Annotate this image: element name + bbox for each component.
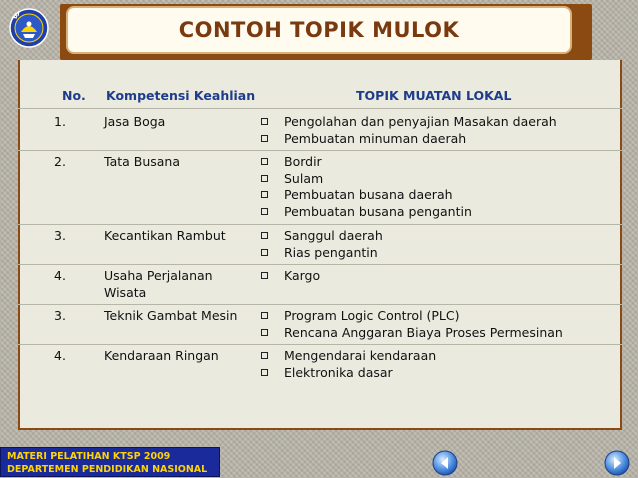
header-no: No.	[62, 88, 86, 103]
list-item: Sulam	[260, 171, 620, 188]
topic-list	[260, 114, 620, 147]
square-bullet-icon	[261, 158, 268, 165]
row-no: 4.	[54, 268, 66, 283]
topic-list	[260, 154, 620, 220]
next-slide-button[interactable]	[604, 450, 630, 476]
row-no: 3.	[54, 228, 66, 243]
square-bullet-icon	[261, 272, 268, 279]
square-bullet-icon	[261, 118, 268, 125]
list-item: Program Logic Control (PLC)	[260, 308, 620, 325]
row-kompetensi: Tata Busana	[104, 154, 181, 169]
kemdiknas-logo-icon	[9, 7, 49, 49]
footer-line-2: DEPARTEMEN PENDIDIKAN NASIONAL	[7, 464, 208, 475]
list-item: Pembuatan busana daerah	[260, 187, 620, 204]
row-kompetensi: Jasa Boga	[104, 114, 166, 129]
row-no: 3.	[54, 308, 66, 323]
list-item: Sanggul daerah	[260, 228, 620, 245]
square-bullet-icon	[261, 312, 268, 319]
row-kompetensi: Kecantikan Rambut	[104, 228, 226, 243]
header-topik: TOPIK MUATAN LOKAL	[356, 88, 512, 103]
list-item: Rencana Anggaran Biaya Proses Permesinan	[260, 325, 620, 342]
list-item: Kargo	[260, 268, 620, 285]
row-no: 4.	[54, 348, 66, 363]
divider	[18, 264, 622, 265]
list-item: Mengendarai kendaraan	[260, 348, 620, 365]
list-item: Bordir	[260, 154, 620, 171]
header-kompetensi: Kompetensi Keahlian	[106, 88, 256, 103]
square-bullet-icon	[261, 329, 268, 336]
square-bullet-icon	[261, 232, 268, 239]
list-item: Elektronika dasar	[260, 365, 620, 382]
arrow-right-icon	[604, 450, 630, 476]
divider	[18, 304, 622, 305]
square-bullet-icon	[261, 135, 268, 142]
list-item: Pembuatan minuman daerah	[260, 131, 620, 148]
divider	[18, 108, 622, 109]
slide-title: CONTOH TOPIK MULOK	[178, 18, 460, 42]
row-no: 1.	[54, 114, 66, 129]
list-item: Rias pengantin	[260, 245, 620, 262]
footer-line-1: MATERI PELATIHAN KTSP 2009	[7, 451, 171, 462]
square-bullet-icon	[261, 369, 268, 376]
row-kompetensi: Teknik Gambat Mesin	[104, 308, 238, 323]
square-bullet-icon	[261, 175, 268, 182]
table-header	[18, 88, 622, 106]
square-bullet-icon	[261, 208, 268, 215]
title-box	[66, 6, 572, 54]
topic-list	[260, 308, 620, 341]
row-kompetensi: Usaha Perjalanan Wisata	[104, 268, 213, 300]
row-kompetensi: Kendaraan Ringan	[104, 348, 219, 363]
divider	[18, 224, 622, 225]
square-bullet-icon	[261, 249, 268, 256]
topic-list	[260, 348, 620, 381]
square-bullet-icon	[261, 352, 268, 359]
prev-slide-button[interactable]	[432, 450, 458, 476]
divider	[18, 150, 622, 151]
divider	[18, 344, 622, 345]
topic-list	[260, 228, 620, 261]
row-no: 2.	[54, 154, 66, 169]
list-item: Pengolahan dan penyajian Masakan daerah	[260, 114, 620, 131]
list-item: Pembuatan busana pengantin	[260, 204, 620, 221]
arrow-left-icon	[432, 450, 458, 476]
footer-label	[0, 447, 220, 477]
topic-list	[260, 268, 620, 285]
square-bullet-icon	[261, 191, 268, 198]
